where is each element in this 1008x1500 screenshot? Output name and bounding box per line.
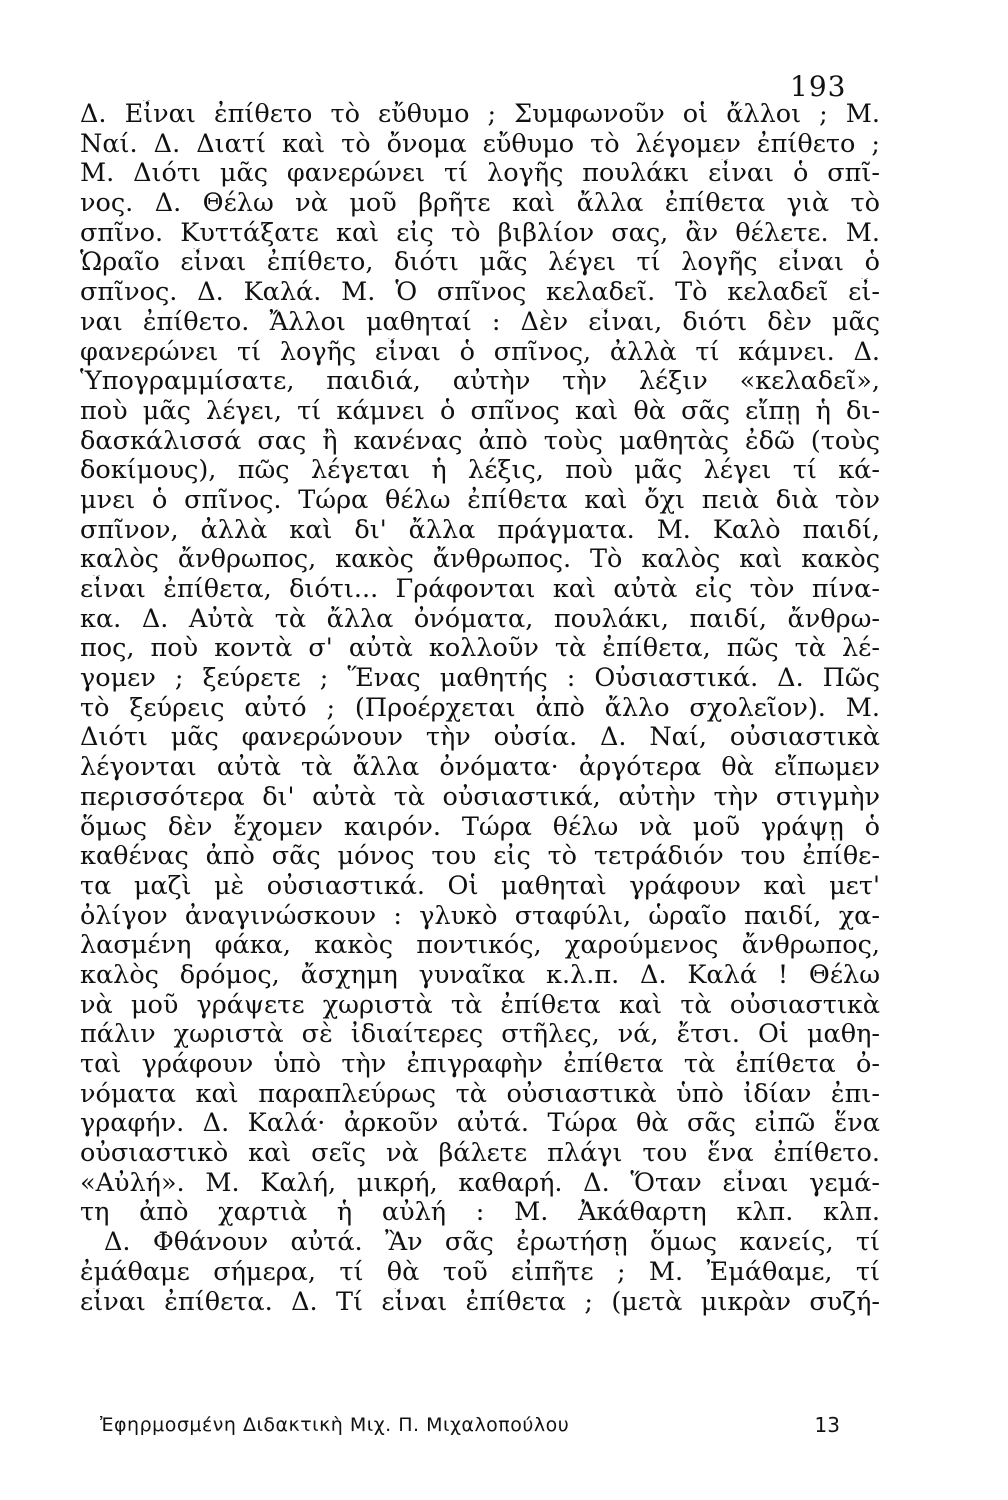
text-line: γραφήν. Δ. Καλά· ἀρκοῦν αὐτά. Τώρα θὰ σᾶς εἰπῶ ἕνα	[80, 1109, 880, 1139]
page-number: 193	[790, 70, 847, 103]
page-footer	[100, 1410, 840, 1440]
text-line: Διότι μᾶς φανερώνουν τὴν οὐσία. Δ. Ναί, οὐσιαστικὰ	[80, 723, 880, 753]
text-line: τα μαζὶ μὲ οὐσιαστικά. Οἱ μαθηταὶ γράφουν καὶ μετ'	[80, 871, 880, 901]
text-line: νὰ μοῦ γράψετε χωριστὰ τὰ ἐπίθετα καὶ τὰ οὐσιαστικὰ	[80, 990, 880, 1020]
text-line: δασκάλισσά σας ἢ κανένας ἀπὸ τοὺς μαθητὰς ἐδῶ (τοὺς	[80, 426, 880, 456]
text-line: νος. Δ. Θέλω νὰ μοῦ βρῆτε καὶ ἄλλα ἐπίθετα γιὰ τὸ	[80, 189, 880, 219]
text-line: Δ. Φθάνουν αὐτά. Ἂν σᾶς ἐρωτήσῃ ὅμως κανείς, τί	[104, 1228, 880, 1258]
text-line: φανερώνει τί λογῆς εἶναι ὁ σπῖνος, ἀλλὰ τί κάμνει. Δ.	[80, 337, 880, 367]
text-line: Ὡραῖο εἶναι ἐπίθετο, διότι μᾶς λέγει τί λογῆς εἶναι ὁ	[80, 248, 880, 278]
text-line: εἶναι ἐπίθετα. Δ. Τί εἶναι ἐπίθετα ; (μετὰ μικρὰν συζή-	[80, 1287, 880, 1317]
text-line: πος, ποὺ κοντὰ σ' αὐτὰ κολλοῦν τὰ ἐπίθετα, πῶς τὰ λέ-	[80, 634, 880, 664]
text-line: Δ. Εἶναι ἐπίθετο τὸ εὔθυμο ; Συμφωνοῦν οἱ ἄλλοι ; Μ.	[80, 100, 880, 129]
text-line: ναι ἐπίθετο. Ἄλλοι μαθηταί : Δὲν εἶναι, διότι δὲν μᾶς	[80, 307, 880, 337]
footer-book-title: Ἐφηρμοσμένη Διδακτικὴ Μιχ. Π. Μιχαλοπούλου	[100, 1414, 570, 1436]
text-line: πάλιν χωριστὰ σὲ ἰδιαίτερες στῆλες, νά, ἔτσι. Οἱ μαθη-	[80, 1020, 880, 1050]
text-line: καλὸς ἄνθρωπος, κακὸς ἄνθρωπος. Τὸ καλὸς καὶ κακὸς	[80, 545, 880, 575]
text-line: λέγονται αὐτὰ τὰ ἄλλα ὀνόματα· ἀργότερα θὰ εἴπωμεν	[80, 753, 880, 783]
text-line: οὐσιαστικὸ καὶ σεῖς νὰ βάλετε πλάγι του ἕνα ἐπίθετο.	[80, 1139, 880, 1169]
text-line: «Αὐλή». Μ. Καλή, μικρή, καθαρή. Δ. Ὅταν εἶναι γεμά-	[80, 1168, 880, 1198]
text-line: Ὑπογραμμίσατε, παιδιά, αὐτὴν τὴν λέξιν «κελαδεῖ»,	[80, 367, 880, 397]
text-line: Μ. Διότι μᾶς φανερώνει τί λογῆς πουλάκι εἶναι ὁ σπῖ-	[80, 159, 880, 189]
text-line: δοκίμους), πῶς λέγεται ἡ λέξις, ποὺ μᾶς λέγει τί κά-	[80, 456, 880, 486]
text-line: νόματα καὶ παραπλεύρως τὰ οὐσιαστικὰ ὑπὸ ἰδίαν ἐπι-	[80, 1079, 880, 1109]
text-line: τη ἀπὸ χαρτιὰ ἡ αὐλή : Μ. Ἀκάθαρτη κλπ. κλπ.	[80, 1198, 880, 1228]
text-line: ὀλίγον ἀναγινώσκουν : γλυκὸ σταφύλι, ὡραῖο παιδί, χα-	[80, 901, 880, 931]
text-line: καθένας ἀπὸ σᾶς μόνος του εἰς τὸ τετράδιόν του ἐπίθε-	[80, 842, 880, 872]
text-line: καλὸς δρόμος, ἄσχημη γυναῖκα κ.λ.π. Δ. Καλά ! Θέλω	[80, 960, 880, 990]
text-line: εἶναι ἐπίθετα, διότι... Γράφονται καὶ αὐτὰ εἰς τὸν πίνα-	[80, 575, 880, 604]
text-line: σπῖνος. Δ. Καλά. Μ. Ὁ σπῖνος κελαδεῖ. Τὸ κελαδεῖ εἶ-	[80, 278, 880, 308]
footer-signature-number: 13	[814, 1413, 840, 1437]
text-line: γομεν ; ξεύρετε ; Ἕνας μαθητής : Οὐσιαστικά. Δ. Πῶς	[80, 664, 880, 694]
text-line: λασμένη φάκα, κακὸς ποντικός, χαρούμενος ἄνθρωπος,	[80, 931, 880, 961]
text-line: τὸ ξεύρεις αὐτό ; (Προέρχεται ἀπὸ ἄλλο σχολεῖον). Μ.	[80, 693, 880, 723]
text-line: σπῖνο. Κυττάξατε καὶ εἰς τὸ βιβλίον σας, ἂν θέλετε. Μ.	[80, 218, 880, 248]
text-line: ποὺ μᾶς λέγει, τί κάμνει ὁ σπῖνος καὶ θὰ σᾶς εἴπῃ ἡ δι-	[80, 396, 880, 426]
text-line: περισσότερα δι' αὐτὰ τὰ οὐσιαστικά, αὐτὴν τὴν στιγμὴν	[80, 782, 880, 812]
text-line: ὅμως δὲν ἔχομεν καιρόν. Τώρα θέλω νὰ μοῦ γράψῃ ὁ	[80, 812, 880, 842]
text-line: ταὶ γράφουν ὑπὸ τὴν ἐπιγραφὴν ἐπίθετα τὰ ἐπίθετα ὀ-	[80, 1050, 880, 1079]
text-line: σπῖνον, ἀλλὰ καὶ δι' ἄλλα πράγματα. Μ. Καλὸ παιδί,	[80, 515, 880, 545]
text-line: Ναί. Δ. Διατί καὶ τὸ ὄνομα εὔθυμο τὸ λέγομεν ἐπίθετο ;	[80, 129, 880, 159]
text-line: μνει ὁ σπῖνος. Τώρα θέλω ἐπίθετα καὶ ὄχι πειὰ διὰ τὸν	[80, 485, 880, 515]
text-line: ἐμάθαμε σήμερα, τί θὰ τοῦ εἰπῆτε ; Μ. Ἐμάθαμε, τί	[80, 1257, 880, 1287]
text-line: κα. Δ. Αὐτὰ τὰ ἄλλα ὀνόματα, πουλάκι, παιδί, ἄνθρω-	[80, 604, 880, 634]
body-text	[80, 100, 880, 1317]
